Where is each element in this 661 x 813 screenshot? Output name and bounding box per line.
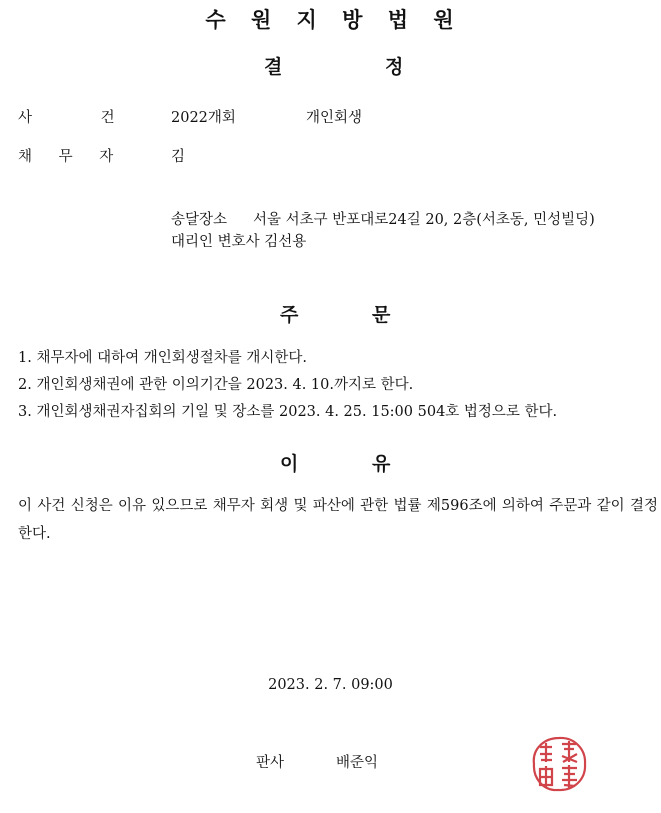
order-heading-first-char: 주 [280, 304, 299, 326]
order-item-2: 2. 개인회생채권에 관한 이의기간을 2023. 4. 10.까지로 한다. [18, 377, 414, 393]
agent: 대리인 변호사 김선용 [171, 234, 307, 250]
judge-seal-stamp [528, 733, 590, 795]
debtor-name: 김 [171, 149, 186, 165]
order-item-3: 3. 개인회생채권자집회의 기일 및 장소를 2023. 4. 25. 15:00 504호 법정으로 한다. [18, 404, 558, 420]
reason-heading-second-char: 유 [372, 453, 391, 475]
debtor-label: 채 무 자 [18, 149, 114, 165]
document-type-second-char: 정 [385, 56, 404, 78]
order-item-1: 1. 채무자에 대하여 개인회생절차를 개시한다. [18, 350, 308, 366]
judge-title: 판사 [256, 755, 285, 771]
order-heading-second-char: 문 [372, 304, 391, 326]
service-address-label: 송달장소 [171, 212, 228, 228]
judge-name: 배준익 [336, 755, 379, 771]
service-address: 서울 서초구 반포대로24길 20, 2층(서초동, 민성빌딩) [253, 212, 595, 228]
court-name: 수 원 지 방 법 원 [205, 8, 456, 32]
document-type-first-char: 결 [264, 56, 283, 78]
reason-heading-first-char: 이 [280, 453, 299, 475]
case-name: 개인회생 [306, 110, 363, 126]
case-number: 2022개회 [171, 110, 236, 126]
decision-date: 2023. 2. 7. 09:00 [268, 677, 393, 693]
reason-text: 이 사건 신청은 이유 있으므로 채무자 회생 및 파산에 관한 법률 제596조에 의하여 주문과 같이 결정한다. [18, 498, 658, 542]
case-label: 사 건 [18, 110, 115, 126]
